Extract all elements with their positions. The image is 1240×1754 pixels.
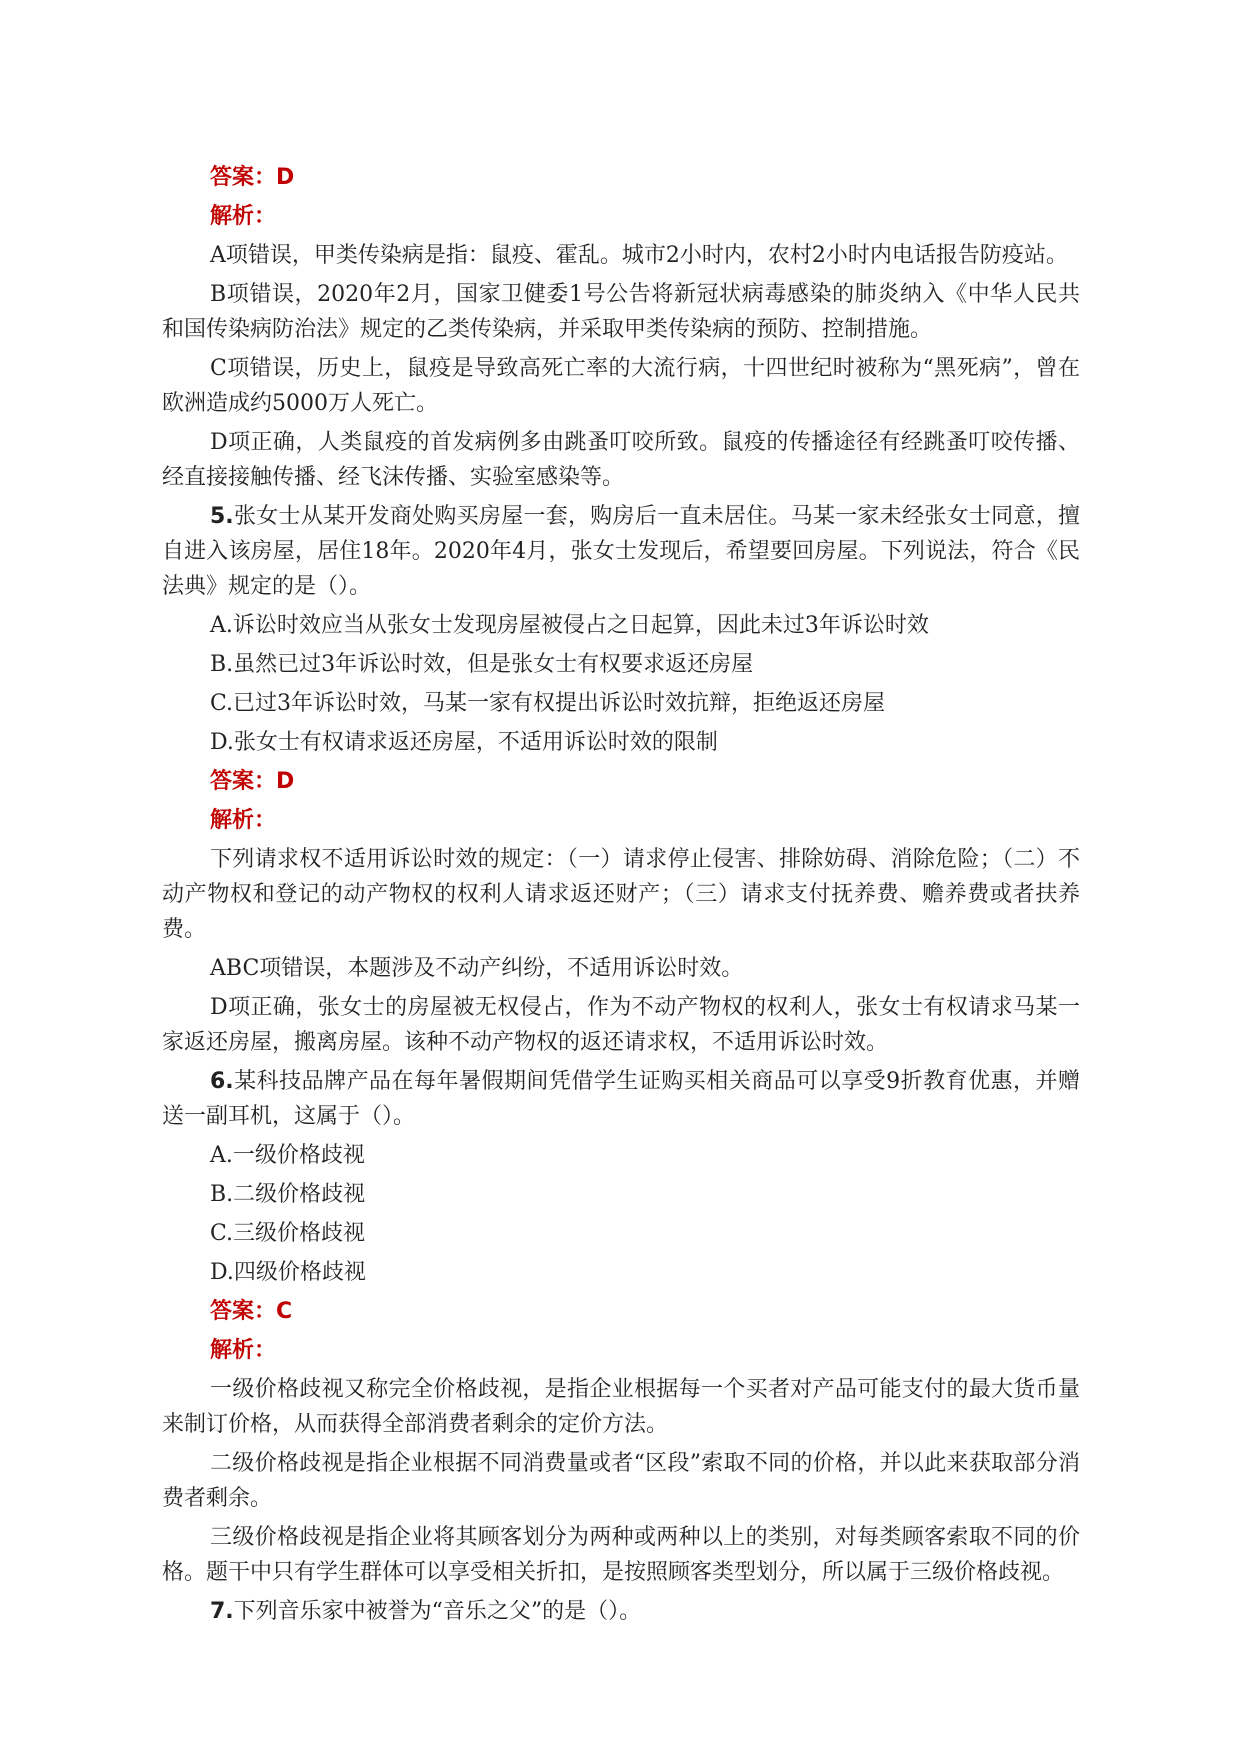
answer-label: 答案：D: [210, 165, 295, 190]
question-stem: [162, 499, 1080, 604]
question-stem: [162, 1064, 1080, 1134]
explanation-paragraph: 一级价格歧视又称完全价格歧视，是指企业根据每一个买者对产品可能支付的最大货币量来制订价格，从而获得全部消费者剩余的定价方法。: [162, 1377, 1080, 1437]
option-b: B.二级价格歧视: [210, 1182, 366, 1207]
option-d: D.四级价格歧视: [210, 1260, 366, 1285]
explanation-heading: 解析：: [210, 1338, 277, 1363]
option-b: B.虽然已过3年诉讼时效，但是张女士有权要求返还房屋: [210, 652, 754, 677]
explanation-paragraph: 下列请求权不适用诉讼时效的规定：（一）请求停止侵害、排除妨碍、消除危险；（二）不动产物权和登记的动产物权的权利人请求返还财产；（三）请求支付抚养费、赡养费或者扶养费。: [162, 847, 1080, 942]
option-c: C.已过3年诉讼时效，马某一家有权提出诉讼时效抗辩，拒绝返还房屋: [210, 691, 886, 716]
question-number: 6.: [210, 1069, 234, 1094]
explanation-heading: 解析：: [210, 204, 277, 229]
explanation-paragraph: C项错误，历史上，鼠疫是导致高死亡率的大流行病，十四世纪时被称为“黑死病”，曾在欧洲造成约5000万人死亡。: [162, 356, 1080, 416]
question-text: 下列音乐家中被誉为“音乐之父”的是（）。: [233, 1599, 642, 1624]
explanation-heading: 解析：: [210, 808, 277, 833]
option-a: A.诉讼时效应当从张女士发现房屋被侵占之日起算，因此未过3年诉讼时效: [210, 613, 929, 638]
option-d: D.张女士有权请求返还房屋，不适用诉讼时效的限制: [210, 730, 718, 755]
answer-label: 答案：C: [210, 1299, 293, 1324]
explanation-paragraph: ABC项错误，本题涉及不动产纠纷，不适用诉讼时效。: [210, 956, 744, 981]
answer-label: 答案：D: [210, 769, 295, 794]
explanation-paragraph: 三级价格歧视是指企业将其顾客划分为两种或两种以上的类别，对每类顾客索取不同的价格。题干中只有学生群体可以享受相关折扣，是按照顾客类型划分，所以属于三级价格歧视。: [162, 1525, 1080, 1585]
question-number: 5.: [210, 504, 234, 529]
option-a: A.一级价格歧视: [210, 1143, 365, 1168]
question-stem: [162, 1594, 1080, 1629]
document-page: [162, 160, 1080, 1633]
question-number: 7.: [210, 1599, 234, 1624]
explanation-paragraph: 二级价格歧视是指企业根据不同消费量或者“区段”索取不同的价格，并以此来获取部分消费者剩余。: [162, 1451, 1080, 1511]
question-text: 张女士从某开发商处购买房屋一套，购房后一直未居住。马某一家未经张女士同意，擅自进入该房屋，居住18年。2020年4月，张女士发现后，希望要回房屋。下列说法，符合《民法典》规定的是（）。: [162, 504, 1080, 599]
question-text: 某科技品牌产品在每年暑假期间凭借学生证购买相关商品可以享受9折教育优惠，并赠送一副耳机，这属于（）。: [162, 1069, 1080, 1129]
explanation-paragraph: A项错误，甲类传染病是指：鼠疫、霍乱。城市2小时内，农村2小时内电话报告防疫站。: [210, 243, 1068, 268]
explanation-paragraph: D项正确，张女士的房屋被无权侵占，作为不动产物权的权利人，张女士有权请求马某一家返还房屋，搬离房屋。该种不动产物权的返还请求权，不适用诉讼时效。: [162, 995, 1080, 1055]
option-c: C.三级价格歧视: [210, 1221, 366, 1246]
explanation-paragraph: D项正确，人类鼠疫的首发病例多由跳蚤叮咬所致。鼠疫的传播途径有经跳蚤叮咬传播、经直接接触传播、经飞沫传播、实验室感染等。: [162, 430, 1080, 490]
explanation-paragraph: B项错误，2020年2月，国家卫健委1号公告将新冠状病毒感染的肺炎纳入《中华人民共和国传染病防治法》规定的乙类传染病，并采取甲类传染病的预防、控制措施。: [162, 282, 1080, 342]
